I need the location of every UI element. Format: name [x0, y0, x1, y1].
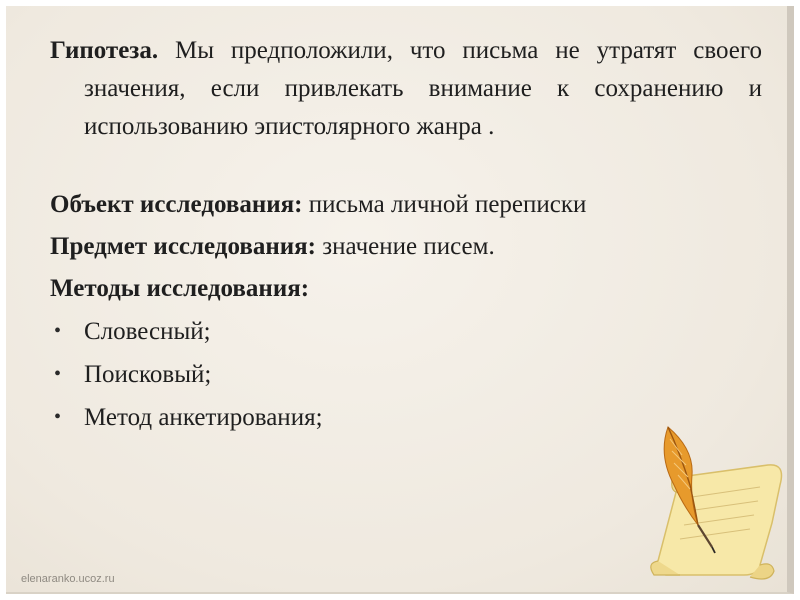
method-item-text: Словесный; [84, 318, 211, 345]
methods-label: Методы исследования: [50, 275, 310, 302]
bullet-icon: • [54, 363, 62, 385]
scroll-icon [651, 465, 782, 579]
spacer [50, 146, 762, 184]
slide-content [50, 32, 762, 439]
watermark-text: elenaranko.ucoz.ru [21, 573, 115, 585]
hypothesis-label: Гипотеза. [50, 37, 159, 64]
list-item [50, 310, 762, 353]
subject-label: Предмет исследования: [50, 233, 316, 260]
subject-line [50, 226, 762, 268]
object-label: Объект исследования: [50, 191, 303, 218]
quill-and-scroll-icon [640, 415, 790, 585]
list-item [50, 353, 762, 396]
methods-heading [50, 268, 762, 310]
hypothesis-text: Мы предположили, что письма не утратят своего значения, если привлекать внимание к сохранению и использованию эпистолярного жанра . [84, 37, 762, 140]
method-item-text: Метод анкетирования; [84, 404, 323, 431]
method-item-text: Поисковый; [84, 361, 212, 388]
subject-text: значение писем. [322, 233, 495, 260]
hypothesis-paragraph [50, 32, 762, 146]
object-text: письма личной переписки [308, 191, 587, 218]
bullet-icon: • [54, 320, 62, 342]
object-line [50, 184, 762, 226]
bullet-icon: • [54, 406, 62, 428]
